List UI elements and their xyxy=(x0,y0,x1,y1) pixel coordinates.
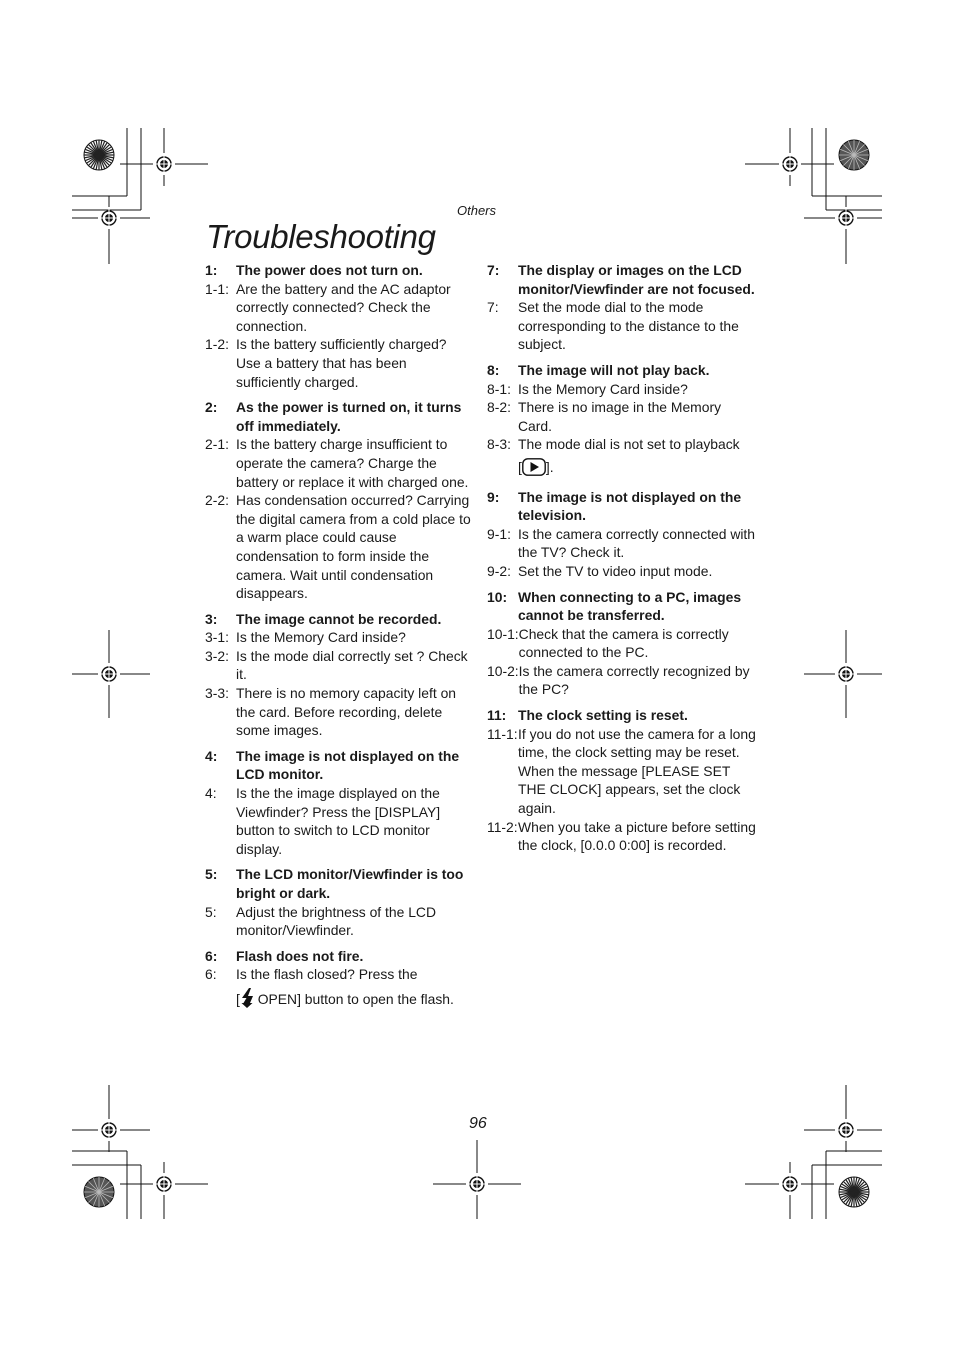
troubleshooting-item xyxy=(205,747,471,859)
item-entry xyxy=(205,335,471,391)
entry-text: Is the flash closed? Press the xyxy=(236,966,418,983)
entry-text: When you take a picture before setting the clock, [0.0.0 0:00] is recorded. xyxy=(518,818,756,854)
item-heading xyxy=(487,706,757,725)
item-heading xyxy=(487,261,757,298)
item-entry xyxy=(487,298,757,354)
troubleshooting-item xyxy=(205,261,471,391)
item-entry xyxy=(487,398,757,435)
entry-continuation xyxy=(487,458,757,481)
troubleshooting-item xyxy=(487,488,757,581)
right-column xyxy=(487,261,757,862)
item-entry xyxy=(487,435,757,454)
entry-number: 11-1: xyxy=(487,725,518,742)
continuation-text-before: [ xyxy=(236,990,240,1007)
entry-number: 8-1: xyxy=(487,380,511,397)
entry-text: If you do not use the camera for a long time, the clock setting may be reset. When the message [PLEASE SET THE CLOCK] appears, set the clock again. xyxy=(518,725,756,817)
item-entry xyxy=(205,435,471,491)
item-entry xyxy=(205,684,471,740)
item-entry xyxy=(205,628,471,647)
entry-number: 2-1: xyxy=(205,436,229,453)
item-entry xyxy=(487,662,757,699)
heading-number: 3: xyxy=(205,610,218,627)
left-column xyxy=(205,261,471,1020)
entry-text: Is the the image displayed on the Viewfinder? Press the [DISPLAY] button to switch to LCD monitor display. xyxy=(236,785,441,857)
item-entry xyxy=(487,562,757,581)
entry-continuation xyxy=(205,988,471,1013)
continuation-text-after: OPEN] button to open the flash. xyxy=(253,990,454,1007)
entry-text: Is the camera correctly connected with the TV? Check it. xyxy=(518,525,756,561)
heading-number: 11: xyxy=(487,707,507,724)
heading-text: The image is not displayed on the television. xyxy=(518,488,742,524)
entry-number: 11-2: xyxy=(487,818,518,835)
entry-text: Is the Memory Card inside? xyxy=(236,629,406,646)
page-number: 96 xyxy=(469,1115,487,1132)
item-heading xyxy=(205,747,471,784)
item-heading xyxy=(487,488,757,525)
entry-text: Is the Memory Card inside? xyxy=(518,380,688,397)
troubleshooting-item xyxy=(487,261,757,354)
item-entry xyxy=(487,525,757,562)
entry-number: 5: xyxy=(205,903,217,920)
item-entry xyxy=(487,725,757,818)
entry-text: Set the TV to video input mode. xyxy=(518,562,713,579)
item-entry xyxy=(205,280,471,336)
item-entry xyxy=(205,903,471,940)
item-entry xyxy=(205,491,471,603)
troubleshooting-item xyxy=(487,588,757,700)
item-entry xyxy=(487,380,757,399)
heading-text: As the power is turned on, it turns off immediately. xyxy=(236,399,462,434)
heading-text: The image will not play back. xyxy=(518,361,710,378)
entry-text: There is no memory capacity left on the card. Before recording, delete some images. xyxy=(236,685,457,739)
troubleshooting-item xyxy=(487,706,757,855)
item-entry xyxy=(487,625,757,662)
heading-text: The image cannot be recorded. xyxy=(236,610,442,627)
item-heading xyxy=(205,398,471,435)
item-entry xyxy=(205,965,471,984)
troubleshooting-item xyxy=(205,947,471,1013)
section-label: Others xyxy=(457,203,497,218)
heading-number: 7: xyxy=(487,262,500,278)
entry-number: 6: xyxy=(205,966,217,983)
entry-text: The mode dial is not set to playback xyxy=(518,436,740,453)
continuation-text-before: [ xyxy=(518,458,522,475)
heading-number: 10: xyxy=(487,588,508,605)
heading-text: When connecting to a PC, images cannot be transferred. xyxy=(518,588,742,624)
heading-number: 2: xyxy=(205,399,218,416)
heading-number: 9: xyxy=(487,488,500,505)
entry-number: 3-3: xyxy=(205,685,229,702)
entry-number: 4: xyxy=(205,785,217,802)
heading-number: 8: xyxy=(487,361,500,378)
entry-number: 3-1: xyxy=(205,629,229,646)
entry-text: Are the battery and the AC adaptor correctly connected? Check the connection. xyxy=(236,280,451,334)
heading-text: The display or images on the LCD monitor/Viewfinder are not focused. xyxy=(518,262,755,297)
entry-text: Is the mode dial correctly set ? Check it. xyxy=(236,647,468,683)
entry-text: Adjust the brightness of the LCD monitor/Viewfinder. xyxy=(236,903,436,939)
heading-text: The power does not turn on. xyxy=(236,262,423,278)
heading-number: 5: xyxy=(205,866,218,883)
flash-open-icon xyxy=(240,988,254,1013)
playback-mode-icon xyxy=(522,458,546,481)
item-heading xyxy=(205,610,471,629)
heading-text: The image is not displayed on the LCD monitor. xyxy=(236,747,460,783)
entry-number: 1-2: xyxy=(205,336,229,353)
heading-number: 6: xyxy=(205,947,218,964)
heading-number: 1: xyxy=(205,262,218,278)
heading-number: 4: xyxy=(205,747,218,764)
entry-text: Is the camera correctly recognized by the PC? xyxy=(518,662,750,698)
entry-number: 9-1: xyxy=(487,525,511,542)
entry-text: Is the battery sufficiently charged? Use a battery that has been sufficiently charged. xyxy=(236,336,447,390)
entry-number: 1-1: xyxy=(205,280,229,297)
entry-number: 8-3: xyxy=(487,436,511,453)
heading-text: The clock setting is reset. xyxy=(518,707,688,724)
troubleshooting-item xyxy=(205,610,471,740)
page-title: Troubleshooting xyxy=(206,218,436,255)
entry-text: Is the battery charge insufficient to operate the camera? Charge the battery or replace it with charged one. xyxy=(236,436,469,490)
entry-text: Set the mode dial to the mode corresponding to the distance to the subject. xyxy=(518,299,739,353)
entry-number: 10-1: xyxy=(487,625,519,642)
item-entry xyxy=(205,647,471,684)
entry-number: 9-2: xyxy=(487,562,511,579)
troubleshooting-item xyxy=(487,361,757,481)
entry-number: 7: xyxy=(487,299,499,316)
item-entry xyxy=(487,818,757,855)
continuation-text-after: ]. xyxy=(545,458,554,475)
item-entry xyxy=(205,784,471,858)
item-heading xyxy=(205,865,471,902)
item-heading xyxy=(205,947,471,966)
entry-number: 2-2: xyxy=(205,492,229,509)
troubleshooting-item xyxy=(205,865,471,939)
entry-number: 8-2: xyxy=(487,399,511,416)
entry-number: 3-2: xyxy=(205,647,229,664)
entry-text: Check that the camera is correctly connected to the PC. xyxy=(518,625,729,661)
item-heading xyxy=(487,588,757,625)
entry-number: 10-2: xyxy=(487,662,519,679)
heading-text: Flash does not fire. xyxy=(236,947,364,964)
item-heading xyxy=(487,361,757,380)
troubleshooting-item xyxy=(205,398,471,603)
item-heading xyxy=(205,261,471,280)
heading-text: The LCD monitor/Viewfinder is too bright or dark. xyxy=(236,866,464,901)
entry-text: There is no image in the Memory Card. xyxy=(518,399,722,434)
entry-text: Has condensation occurred? Carrying the digital camera from a cold place to a warm place could cause condensation to form inside the camera. Wait until condensation disappears. xyxy=(236,492,471,602)
